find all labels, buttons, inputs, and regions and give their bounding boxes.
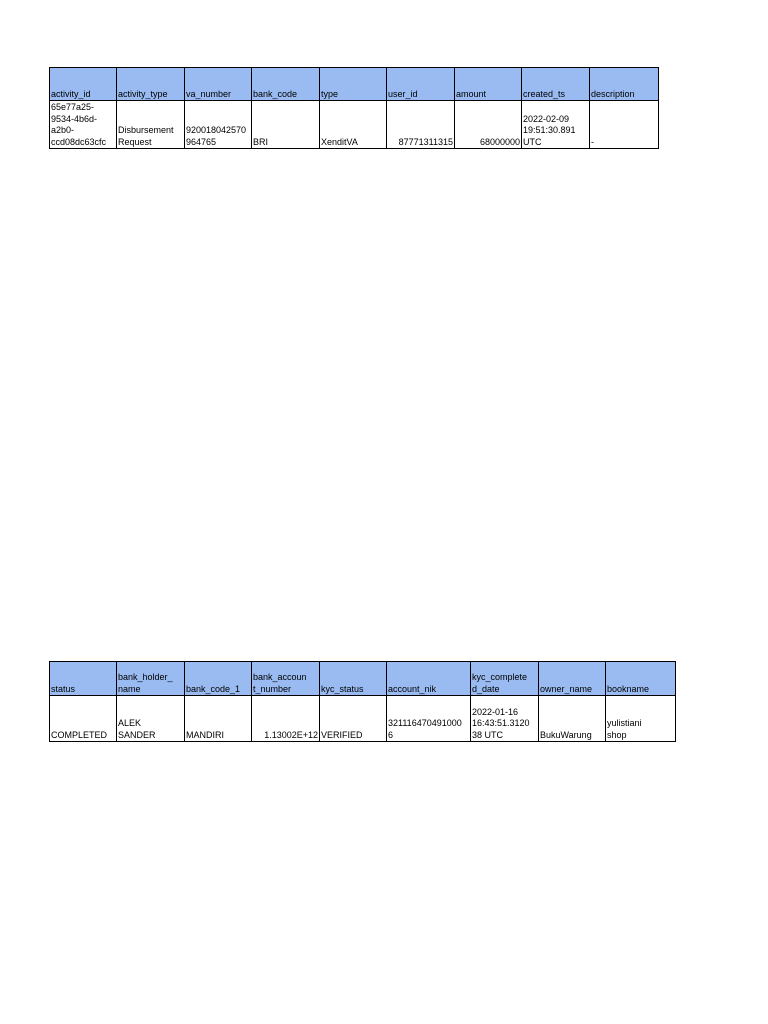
header-cell-type[interactable]: type	[320, 68, 387, 101]
cell-account-nik[interactable]: 321116470491000 6	[387, 696, 471, 742]
cell-user-id[interactable]: 87771311315	[387, 101, 455, 149]
header-cell-user-id[interactable]: user_id	[387, 68, 455, 101]
header-cell-kyc-completed-date[interactable]: kyc_complete d_date	[471, 662, 539, 696]
header-cell-bank-code[interactable]: bank_code	[252, 68, 320, 101]
table-row	[50, 696, 676, 742]
header-cell-bank-account-number[interactable]: bank_accoun t_number	[252, 662, 320, 696]
header-cell-amount[interactable]: amount	[455, 68, 522, 101]
cell-activity-id[interactable]: 65e77a25- 9534-4b6d- a2b0- ccd08dc63cfc	[50, 101, 117, 149]
cell-bank-code-1[interactable]: MANDIRI	[185, 696, 252, 742]
header-row	[50, 662, 676, 696]
table-row	[50, 101, 659, 149]
header-cell-description[interactable]: description	[590, 68, 659, 101]
cell-type[interactable]: XenditVA	[320, 101, 387, 149]
header-cell-activity-type[interactable]: activity_type	[117, 68, 185, 101]
cell-kyc-status[interactable]: VERIFIED	[320, 696, 387, 742]
cell-amount[interactable]: 68000000	[455, 101, 522, 149]
cell-status[interactable]: COMPLETED	[50, 696, 117, 742]
header-cell-status[interactable]: status	[50, 662, 117, 696]
header-cell-bank-code-1[interactable]: bank_code_1	[185, 662, 252, 696]
cell-owner-name[interactable]: BukuWarung	[539, 696, 606, 742]
cell-activity-type[interactable]: Disbursement Request	[117, 101, 185, 149]
header-cell-bank-holder-name[interactable]: bank_holder_ name	[117, 662, 185, 696]
header-cell-created-ts[interactable]: created_ts	[522, 68, 590, 101]
cell-va-number[interactable]: 920018042570 964765	[185, 101, 252, 149]
cell-description[interactable]: -	[590, 101, 659, 149]
cell-bookname[interactable]: yulistiani shop	[606, 696, 676, 742]
header-cell-bookname[interactable]: bookname	[606, 662, 676, 696]
cell-bank-account-number[interactable]: 1.13002E+12	[252, 696, 320, 742]
activity-table	[49, 67, 659, 149]
header-cell-account-nik[interactable]: account_nik	[387, 662, 471, 696]
header-row	[50, 68, 659, 101]
header-cell-owner-name[interactable]: owner_name	[539, 662, 606, 696]
cell-created-ts[interactable]: 2022-02-09 19:51:30.891 UTC	[522, 101, 590, 149]
header-cell-kyc-status[interactable]: kyc_status	[320, 662, 387, 696]
cell-kyc-completed-date[interactable]: 2022-01-16 16:43:51.3120 38 UTC	[471, 696, 539, 742]
cell-bank-code[interactable]: BRI	[252, 101, 320, 149]
account-table	[49, 661, 676, 742]
header-cell-activity-id[interactable]: activity_id	[50, 68, 117, 101]
header-cell-va-number[interactable]: va_number	[185, 68, 252, 101]
cell-bank-holder-name[interactable]: ALEK SANDER	[117, 696, 185, 742]
